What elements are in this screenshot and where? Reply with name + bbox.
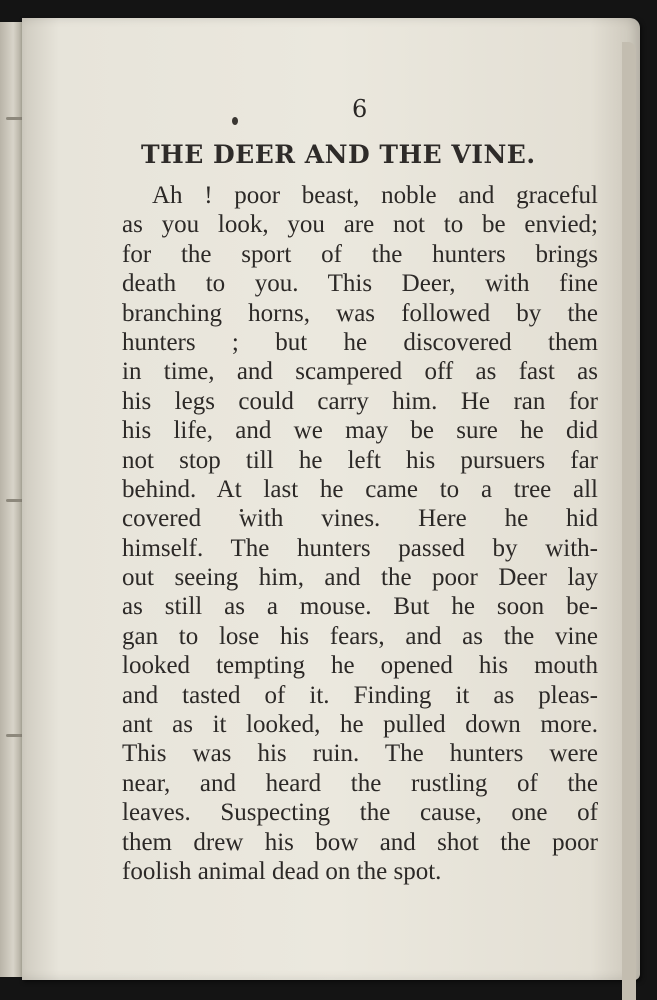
text-line: behind. At last he came to a tree all [122,475,598,503]
text-line: hunters ; but he discovered them [122,328,598,356]
text-line: out seeing him, and the poor Deer lay [122,564,598,592]
text-line: leaves. Suspecting the cause, one of [122,799,598,827]
text-line: as you look, you are not to be envied; [122,211,598,239]
text-line: for the sport of the hunters brings [122,240,598,268]
text-line: as still as a mouse. But he soon be- [122,593,598,621]
story-body [122,181,598,886]
text-line: not stop till he left his pursuers far [122,446,598,474]
facing-page-edge [0,22,24,977]
text-line: in time, and scampered off as fast as [122,358,598,386]
text-line: gan to lose his fears, and as the vine [122,622,598,650]
text-line: his life, and we may be sure he did [122,417,598,445]
ink-speck [232,117,238,125]
page-edge-shadow [622,42,636,1000]
text-line: them drew his bow and shot the poor [122,828,598,856]
text-line: his legs could carry him. He ran for [122,387,598,415]
text-line: death to you. This Deer, with fine [122,270,598,298]
text-line: foolish animal dead on the spot. [122,857,442,885]
text-line: covered with vines. Here he hid [122,505,598,533]
text-line: near, and heard the rustling of the [122,769,598,797]
text-line: This was his ruin. The hunters were [122,740,598,768]
page-number: 6 [352,95,369,123]
story-title: THE DEER AND THE VINE. [141,140,536,169]
text-line: looked tempting he opened his mouth [122,652,598,680]
text-line: ant as it looked, he pulled down more. [122,711,598,739]
text-line: Ah ! poor beast, noble and graceful [152,182,598,209]
text-line: branching horns, was followed by the [122,299,598,327]
text-line: himself. The hunters passed by with- [122,534,598,562]
text-line: and tasted of it. Finding it as pleas- [122,681,598,709]
